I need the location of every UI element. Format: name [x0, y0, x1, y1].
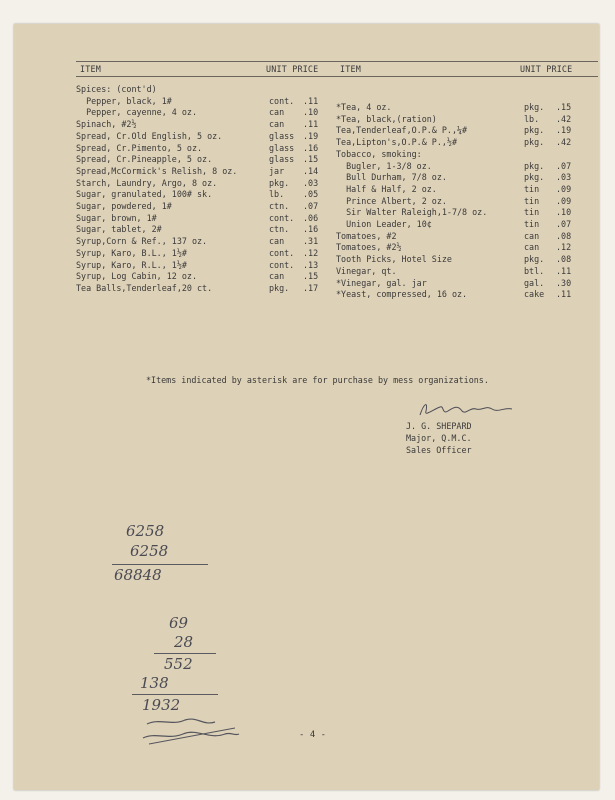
document-page	[14, 24, 599, 790]
item-name: Bull Durham, 7/8 oz.	[336, 172, 447, 183]
item-price: .09	[556, 195, 572, 206]
item-name: Syrup, Log Cabin, 12 oz.	[76, 271, 198, 282]
item-price: .07	[556, 160, 572, 171]
item-name: Half & Half, 2 oz.	[336, 183, 437, 194]
item-name: Prince Albert, 2 oz.	[336, 195, 447, 206]
page-number: - 4 -	[299, 730, 327, 740]
item-price: .07	[556, 219, 572, 229]
item-name: *Tea, black,(ration)	[336, 113, 437, 124]
item-name: Starch, Laundry, Argo, 8 oz.	[76, 177, 218, 188]
item-unit: ctn.	[269, 201, 290, 211]
item-name: Spread, Cr.Old English, 5 oz.	[76, 130, 223, 141]
item-name: Tobacco, smoking:	[336, 148, 422, 159]
item-price: .11	[556, 265, 572, 276]
item-unit: btl.	[524, 265, 545, 276]
item-unit: ctn.	[269, 224, 290, 235]
item-price: .09	[556, 183, 572, 194]
item-unit: cont.	[269, 247, 295, 258]
item-unit: tin	[524, 195, 540, 206]
item-name: Spinach, #2½	[76, 119, 137, 130]
item-name: Pepper, black, 1#	[76, 95, 172, 106]
footnote: *Items indicated by asterisk are for purchase by mess organizations.	[146, 375, 489, 385]
item-name: *Tea, 4 oz.	[336, 102, 392, 112]
item-price: .13	[303, 259, 319, 270]
item-name: Bugler, 1-3/8 oz.	[336, 160, 432, 171]
item-name: Sugar, powdered, 1#	[76, 201, 172, 211]
item-name: Tomatoes, #2½	[336, 242, 402, 253]
item-unit: pkg.	[524, 125, 545, 136]
item-unit: can	[524, 230, 540, 241]
item-price: .11	[303, 95, 319, 106]
item-name: Spread, Cr.Pineapple, 5 oz.	[76, 154, 213, 165]
item-price: .15	[556, 102, 572, 112]
item-name: Spread, Cr.Pimento, 5 oz.	[76, 142, 203, 153]
item-price: .16	[303, 142, 319, 153]
item-price: .03	[556, 172, 572, 183]
handwritten-sum-line	[154, 653, 216, 654]
item-unit: pkg.	[524, 160, 545, 171]
item-name: Tomatoes, #2	[336, 230, 397, 241]
item-unit: can	[524, 242, 540, 253]
item-price: .30	[556, 277, 572, 288]
item-price: .15	[303, 154, 319, 165]
item-price: .10	[303, 107, 319, 118]
handwritten-number: 6258	[126, 522, 165, 540]
item-unit: pkg.	[269, 282, 290, 293]
item-name: Syrup, Karo, R.L., 1½#	[76, 259, 187, 270]
item-price: .10	[556, 207, 572, 218]
header-top-rule	[76, 61, 598, 62]
item-unit: lb.	[269, 189, 285, 200]
item-unit: cont.	[269, 212, 295, 223]
item-price: .14	[303, 165, 319, 176]
item-name: Tea,Lipton's,O.P.& P.,½#	[336, 137, 458, 148]
item-name: Vinegar, qt.	[336, 265, 397, 276]
item-price: .42	[556, 137, 572, 148]
item-price: .31	[303, 236, 319, 247]
item-name: *Yeast, compressed, 16 oz.	[336, 289, 468, 300]
item-unit: can	[269, 236, 285, 247]
item-price: .19	[303, 130, 319, 141]
item-unit: gal.	[524, 277, 545, 288]
handwritten-number: 6258	[130, 542, 169, 560]
item-name: Sugar, granulated, 100# sk.	[76, 189, 213, 200]
item-price: .15	[303, 271, 319, 282]
item-unit: cont.	[269, 95, 295, 106]
item-name: Tooth Picks, Hotel Size	[336, 254, 452, 265]
item-price: .08	[556, 254, 572, 265]
handwritten-number: 138	[140, 674, 169, 692]
item-name: Spread,McCormick's Relish, 8 oz.	[76, 165, 238, 176]
item-unit: tin	[524, 219, 540, 229]
item-unit: tin	[524, 183, 540, 194]
item-unit: pkg.	[524, 254, 545, 265]
handwritten-number: 1932	[142, 696, 181, 714]
item-price: .06	[303, 212, 319, 223]
item-unit: glass	[269, 142, 295, 153]
header-bottom-rule	[76, 76, 598, 77]
item-name: Sir Walter Raleigh,1-7/8 oz.	[336, 207, 488, 218]
item-unit: glass	[269, 154, 295, 165]
item-price: .19	[556, 125, 572, 136]
item-unit: lb.	[524, 113, 540, 124]
signature-title: Sales Officer	[406, 445, 472, 455]
item-unit: pkg.	[524, 102, 545, 112]
item-unit: pkg.	[524, 172, 545, 183]
item-price: .16	[303, 224, 319, 235]
item-price: .12	[556, 242, 572, 253]
item-price: .05	[303, 189, 319, 200]
item-name: Spices: (cont'd)	[76, 84, 157, 94]
handwritten-scribble	[139, 714, 249, 748]
item-price: .42	[556, 113, 572, 124]
item-unit: jar	[269, 165, 285, 176]
item-name: Union Leader, 10¢	[336, 219, 432, 229]
header-item-right: ITEM	[340, 64, 361, 74]
handwritten-sum-line	[132, 694, 218, 695]
header-item-left: ITEM	[80, 64, 101, 74]
item-name: Syrup, Karo, B.L., 1½#	[76, 247, 187, 258]
signature-scrawl	[414, 399, 524, 421]
item-name: Sugar, brown, 1#	[76, 212, 157, 223]
handwritten-number: 69	[169, 614, 189, 632]
item-unit: can	[269, 271, 285, 282]
item-unit: cont.	[269, 259, 295, 270]
item-unit: pkg.	[524, 137, 545, 148]
item-name: Pepper, cayenne, 4 oz.	[76, 107, 198, 118]
header-unit-price-right: UNIT PRICE	[520, 64, 573, 74]
item-name: Syrup,Corn & Ref., 137 oz.	[76, 236, 208, 247]
item-name: Tea,Tenderleaf,O.P.& P.,¼#	[336, 125, 468, 136]
handwritten-number: 28	[174, 633, 194, 651]
handwritten-number: 68848	[114, 566, 162, 584]
item-name: Sugar, tablet, 2#	[76, 224, 162, 235]
item-unit: cake	[524, 289, 545, 300]
item-unit: pkg.	[269, 177, 290, 188]
item-price: .07	[303, 201, 319, 211]
item-unit: can	[269, 119, 285, 130]
header-unit-price-left: UNIT PRICE	[266, 64, 319, 74]
signature-rank: Major, Q.M.C.	[406, 433, 472, 443]
item-price: .11	[556, 289, 572, 300]
item-unit: can	[269, 107, 285, 118]
signature-name: J. G. SHEPARD	[406, 421, 472, 431]
item-price: .11	[303, 119, 319, 130]
item-unit: glass	[269, 130, 295, 141]
item-unit: tin	[524, 207, 540, 218]
item-price: .03	[303, 177, 319, 188]
item-name: *Vinegar, gal. jar	[336, 277, 427, 288]
item-price: .08	[556, 230, 572, 241]
item-price: .17	[303, 282, 319, 293]
handwritten-sum-line	[112, 564, 208, 565]
item-name: Tea Balls,Tenderleaf,20 ct.	[76, 282, 213, 293]
item-price: .12	[303, 247, 319, 258]
handwritten-number: 552	[164, 655, 193, 673]
